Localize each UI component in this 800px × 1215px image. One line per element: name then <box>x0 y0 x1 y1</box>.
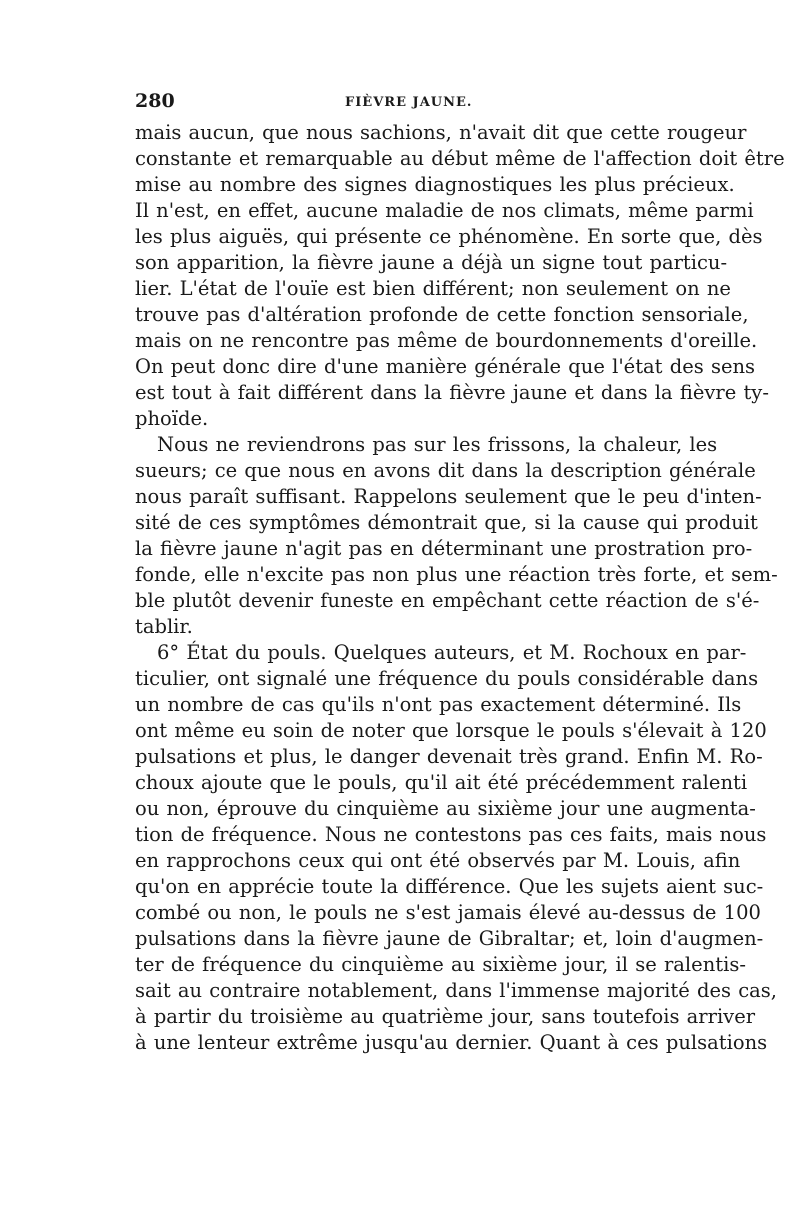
text-line: Nous ne reviendrons pas sur les frissons, la chaleur, les <box>157 433 718 456</box>
text-line: sait au contraire notablement, dans l'immense majorité des cas, <box>135 979 777 1002</box>
text-line: lier. L'état de l'ouïe est bien différent; non seulement on ne <box>135 277 731 300</box>
text-line: sité de ces symptômes démontrait que, si la cause qui produit <box>135 511 758 534</box>
text-line: ble plutôt devenir funeste en empêchant cette réaction de s'é- <box>135 589 760 612</box>
text-line: On peut donc dire d'une manière générale que l'état des sens <box>135 355 756 378</box>
running-head: FIÈVRE JAUNE. <box>345 95 473 110</box>
text-line: les plus aiguës, qui présente ce phénomène. En sorte que, dès <box>135 225 763 248</box>
text-line: choux ajoute que le pouls, qu'il ait été précédemment ralenti <box>135 771 748 794</box>
page-number: 280 <box>135 90 175 112</box>
text-line: fonde, elle n'excite pas non plus une réaction très forte, et sem- <box>135 563 778 586</box>
text-line: son apparition, la fièvre jaune a déjà un signe tout particu- <box>135 251 728 274</box>
text-line: mise au nombre des signes diagnostiques les plus précieux. <box>135 173 735 196</box>
text-line: 6° État du pouls. Quelques auteurs, et M. Rochoux en par- <box>157 641 747 664</box>
text-line: un nombre de cas qu'ils n'ont pas exactement déterminé. Ils <box>135 693 742 716</box>
text-line: ont même eu soin de noter que lorsque le pouls s'élevait à 120 <box>135 719 767 742</box>
page-header <box>135 90 668 120</box>
text-line: qu'on en apprécie toute la différence. Que les sujets aient suc- <box>135 875 764 898</box>
text-line: mais on ne rencontre pas même de bourdonnements d'oreille. <box>135 329 758 352</box>
text-line: tablir. <box>135 615 193 638</box>
text-line: ou non, éprouve du cinquième au sixième jour une augmenta- <box>135 797 756 820</box>
paragraph-senses <box>135 120 785 432</box>
text-line: ter de fréquence du cinquième au sixième jour, il se ralentis- <box>135 953 746 976</box>
text-line: pulsations dans la fièvre jaune de Gibraltar; et, loin d'augmen- <box>135 927 764 950</box>
text-line: pulsations et plus, le danger devenait très grand. Enfin M. Ro- <box>135 745 763 768</box>
text-line: ticulier, ont signalé une fréquence du pouls considérable dans <box>135 667 759 690</box>
text-line: nous paraît suffisant. Rappelons seulement que le peu d'inten- <box>135 485 762 508</box>
text-line: Il n'est, en effet, aucune maladie de nos climats, même parmi <box>135 199 754 222</box>
text-line: sueurs; ce que nous en avons dit dans la description générale <box>135 459 756 482</box>
text-line: à une lenteur extrême jusqu'au dernier. Quant à ces pulsations <box>135 1031 768 1054</box>
document-page <box>135 90 785 1056</box>
text-line: tion de fréquence. Nous ne contestons pas ces faits, mais nous <box>135 823 767 846</box>
text-line: en rapprochons ceux qui ont été observés par M. Louis, afin <box>135 849 741 872</box>
text-line: phoïde. <box>135 407 209 430</box>
text-line: mais aucun, que nous sachions, n'avait dit que cette rougeur <box>135 121 747 144</box>
text-line: combé ou non, le pouls ne s'est jamais élevé au-dessus de 100 <box>135 901 761 924</box>
text-line: trouve pas d'altération profonde de cette fonction sensoriale, <box>135 303 749 326</box>
paragraph-pulse <box>135 640 777 1056</box>
text-line: constante et remarquable au début même de l'affection doit être <box>135 147 785 170</box>
paragraph-fever-symptoms <box>135 432 778 640</box>
text-line: est tout à fait différent dans la fièvre jaune et dans la fièvre ty- <box>135 381 769 404</box>
text-line: à partir du troisième au quatrième jour, sans toutefois arriver <box>135 1005 756 1028</box>
text-line: la fièvre jaune n'agit pas en déterminant une prostration pro- <box>135 537 753 560</box>
